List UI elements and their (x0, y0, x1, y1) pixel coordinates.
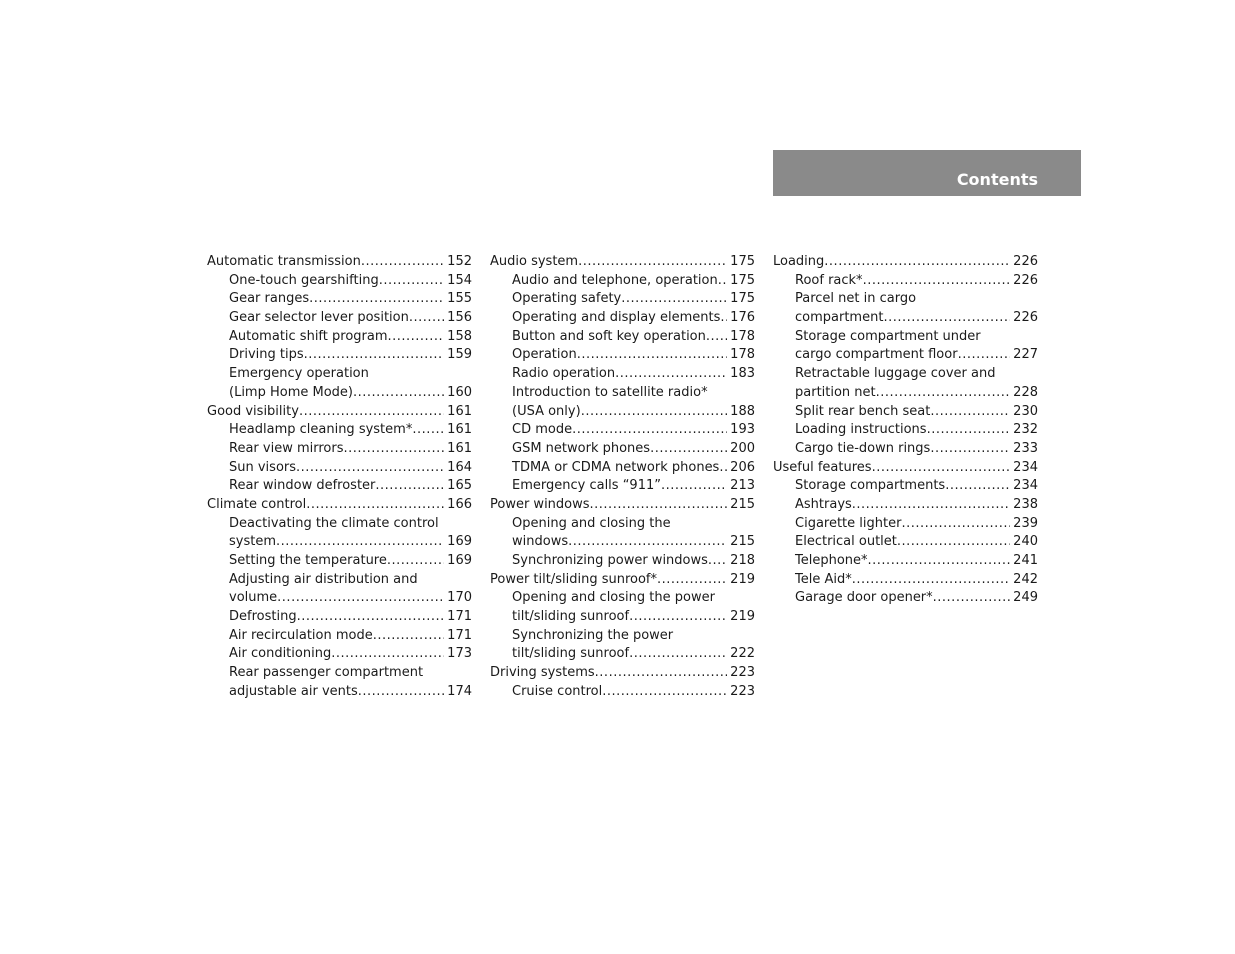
toc-entry-label: Opening and closing the power (512, 590, 715, 606)
toc-page-number: 155 (447, 291, 472, 307)
toc-entry[interactable] (490, 645, 755, 664)
toc-page-number: 228 (1013, 384, 1038, 400)
toc-entry-label: partition net (795, 384, 876, 400)
toc-entry-label: volume (229, 590, 278, 606)
toc-entry-label: Power windows (490, 496, 590, 512)
toc-entry-continued (773, 328, 1038, 347)
dot-leader (388, 328, 445, 347)
toc-page-number: 223 (730, 665, 755, 681)
toc-entry[interactable] (490, 403, 755, 422)
toc-entry-label: (USA only) (512, 403, 581, 419)
toc-entry[interactable] (773, 515, 1038, 534)
toc-entry[interactable] (773, 421, 1038, 440)
dot-leader (595, 664, 727, 683)
toc-page-number: 233 (1013, 440, 1038, 456)
toc-entry-label: Defrosting (229, 609, 297, 625)
toc-entry-label: Gear selector lever position (229, 310, 409, 326)
toc-entry-label: Split rear bench seat (795, 403, 931, 419)
toc-entry-label: Synchronizing power windows (512, 553, 708, 568)
toc-entry-label: Automatic transmission (207, 254, 361, 269)
dot-leader (897, 533, 1010, 552)
dot-leader (615, 365, 727, 384)
dot-leader (708, 552, 727, 571)
toc-entry[interactable] (490, 290, 755, 309)
toc-entry[interactable] (207, 608, 472, 627)
toc-entry[interactable] (207, 272, 472, 291)
dot-leader (568, 533, 727, 552)
toc-page-number: 240 (1013, 534, 1038, 550)
toc-page-number: 206 (730, 459, 755, 475)
toc-entry[interactable] (207, 496, 472, 515)
dot-leader (718, 272, 727, 291)
toc-entry[interactable] (773, 459, 1038, 478)
dot-leader (581, 403, 727, 422)
toc-entry-label: adjustable air vents (229, 683, 358, 699)
toc-entry-continued (490, 589, 755, 608)
toc-entry-label: Adjusting air distribution and (229, 571, 418, 587)
toc-entry[interactable] (490, 365, 755, 384)
dot-leader (373, 627, 444, 646)
toc-entry[interactable] (207, 459, 472, 478)
dot-leader (602, 683, 727, 702)
toc-entry[interactable] (207, 552, 472, 571)
toc-page-number: 160 (447, 384, 472, 400)
toc-entry-label: TDMA or CDMA network phones (512, 459, 720, 475)
toc-entry[interactable] (490, 459, 755, 478)
dot-leader (304, 346, 444, 365)
dot-leader (824, 253, 1010, 272)
section-header-bar (773, 150, 1081, 196)
toc-page-number: 223 (730, 683, 755, 699)
toc-entry-label: Garage door opener* (795, 590, 933, 606)
toc-entry-label: Operating and display elements (512, 310, 721, 326)
dot-leader (872, 459, 1010, 478)
toc-page-number: 161 (447, 403, 472, 419)
toc-entry[interactable] (490, 571, 755, 590)
toc-entry-label: Synchronizing the power (512, 627, 674, 643)
dot-leader (412, 421, 444, 440)
toc-entry-label: Useful features (773, 459, 872, 475)
toc-entry-label: Roof rack* (795, 272, 863, 288)
dot-leader (868, 552, 1010, 571)
dot-leader (577, 346, 727, 365)
toc-page-number: 219 (730, 571, 755, 587)
toc-entry-label: Climate control (207, 496, 307, 512)
toc-entry[interactable] (490, 272, 755, 291)
toc-entry[interactable] (773, 571, 1038, 590)
toc-entry-label: Deactivating the climate control (229, 515, 439, 531)
toc-entry[interactable] (773, 384, 1038, 403)
toc-entry-continued (207, 515, 472, 534)
toc-entry[interactable] (773, 589, 1038, 608)
dot-leader (276, 533, 444, 552)
toc-page-number: 227 (1013, 347, 1038, 363)
toc-page-number: 159 (447, 347, 472, 363)
toc-entry-label: Button and soft key operation (512, 328, 706, 344)
toc-page-number: 152 (447, 254, 472, 269)
toc-entry[interactable] (207, 589, 472, 608)
toc-entry-label: Driving tips (229, 347, 304, 363)
toc-entry-continued (207, 664, 472, 683)
toc-entry-label: Emergency operation (229, 366, 369, 382)
dot-leader (621, 290, 727, 309)
toc-entry[interactable] (490, 346, 755, 365)
toc-page-number: 249 (1013, 590, 1038, 606)
toc-entry[interactable] (773, 346, 1038, 365)
toc-entry-label: Ashtrays (795, 496, 852, 512)
toc-column-3 (773, 253, 1038, 608)
toc-page-number: 169 (447, 534, 472, 550)
section-title: Contents (956, 170, 1038, 189)
toc-entry-label: Opening and closing the (512, 515, 671, 531)
toc-entry-label: Operation (512, 347, 577, 363)
toc-column-2 (490, 253, 755, 702)
toc-entry-label: Parcel net in cargo (795, 291, 917, 307)
toc-page-number: 175 (730, 291, 755, 307)
toc-entry[interactable] (207, 403, 472, 422)
toc-entry-continued (773, 365, 1038, 384)
toc-page-number: 232 (1013, 422, 1038, 438)
toc-entry[interactable] (207, 328, 472, 347)
toc-entry[interactable] (207, 645, 472, 664)
toc-entry-label: Rear view mirrors (229, 440, 344, 456)
dot-leader (930, 440, 1010, 459)
toc-entry-label: system (229, 534, 276, 550)
toc-entry[interactable] (490, 421, 755, 440)
toc-page-number: 219 (730, 609, 755, 625)
toc-page-number: 242 (1013, 571, 1038, 587)
dot-leader (358, 683, 444, 702)
toc-page-number: 238 (1013, 496, 1038, 512)
dot-leader (387, 552, 444, 571)
toc-entry[interactable] (773, 533, 1038, 552)
toc-page-number: 178 (730, 328, 755, 344)
toc-entry-label: cargo compartment floor (795, 347, 958, 363)
toc-entry[interactable] (773, 253, 1038, 272)
toc-column-1 (207, 253, 472, 702)
toc-entry[interactable] (773, 403, 1038, 422)
dot-leader (379, 272, 444, 291)
toc-entry[interactable] (207, 683, 472, 702)
toc-entry[interactable] (207, 627, 472, 646)
toc-entry-label: Radio operation (512, 366, 616, 382)
toc-page-number: 154 (447, 272, 472, 288)
dot-leader (945, 477, 1010, 496)
toc-entry[interactable] (490, 533, 755, 552)
dot-leader (901, 515, 1010, 534)
dot-leader (578, 253, 727, 272)
toc-entry-label: Storage compartments (795, 478, 946, 494)
toc-entry[interactable] (207, 290, 472, 309)
dot-leader (343, 440, 444, 459)
toc-entry-label: CD mode (512, 422, 573, 438)
toc-page-number: 158 (447, 328, 472, 344)
dot-leader (277, 589, 444, 608)
dot-leader (299, 403, 444, 422)
toc-entry-label: Automatic shift program (229, 328, 388, 344)
toc-entry[interactable] (773, 552, 1038, 571)
toc-entry[interactable] (490, 664, 755, 683)
toc-page-number: 176 (730, 310, 755, 326)
dot-leader (650, 440, 727, 459)
toc-entry-label: Rear passenger compartment (229, 665, 424, 681)
toc-page-number: 175 (730, 254, 755, 269)
toc-entry-label: Loading (773, 254, 825, 269)
toc-entry-continued (207, 365, 472, 384)
toc-page-number: 166 (447, 496, 472, 512)
toc-entry-label: tilt/sliding sunroof (512, 646, 630, 662)
toc-entry-label: Good visibility (207, 403, 299, 419)
toc-page-number: 226 (1013, 272, 1038, 288)
dot-leader (331, 645, 444, 664)
toc-entry[interactable] (490, 477, 755, 496)
toc-entry[interactable] (773, 272, 1038, 291)
toc-page-number: 161 (447, 440, 472, 456)
toc-page-number: 226 (1013, 254, 1038, 269)
dot-leader (629, 645, 727, 664)
dot-leader (629, 608, 727, 627)
toc-page-number: 193 (730, 422, 755, 438)
toc-entry[interactable] (490, 552, 755, 571)
toc-entry-label: Audio and telephone, operation (512, 272, 718, 288)
toc-page-number: 173 (447, 646, 472, 662)
toc-entry[interactable] (490, 328, 755, 347)
toc-page-number: 178 (730, 347, 755, 363)
toc-entry-label: Driving systems (490, 665, 595, 681)
toc-entry-label: One-touch gearshifting (229, 272, 379, 288)
dot-leader (375, 477, 444, 496)
dot-leader (863, 272, 1010, 291)
toc-page-number: 188 (730, 403, 755, 419)
dot-leader (590, 496, 727, 515)
toc-page-number: 213 (730, 478, 755, 494)
toc-entry[interactable] (490, 608, 755, 627)
toc-page-number: 171 (447, 609, 472, 625)
toc-entry-label: Cigarette lighter (795, 515, 902, 531)
toc-entry-label: Air conditioning (229, 646, 332, 662)
toc-entry-label: Operating safety (512, 291, 622, 307)
toc-entry-continued (207, 571, 472, 590)
toc-entry-label: compartment (795, 310, 884, 326)
toc-page-number: 226 (1013, 310, 1038, 326)
toc-page-number: 230 (1013, 403, 1038, 419)
dot-leader (930, 403, 1010, 422)
toc-page-number: 239 (1013, 515, 1038, 531)
dot-leader (852, 496, 1010, 515)
toc-entry-continued (490, 515, 755, 534)
dot-leader (361, 253, 444, 272)
toc-entry[interactable] (490, 496, 755, 515)
dot-leader (933, 589, 1010, 608)
dot-leader (720, 309, 727, 328)
dot-leader (927, 421, 1010, 440)
toc-page-number: 164 (447, 459, 472, 475)
toc-entry-label: Emergency calls “911” (512, 478, 661, 494)
toc-page-number: 183 (730, 366, 755, 382)
dot-leader (706, 328, 727, 347)
toc-entry-label: Headlamp cleaning system* (229, 422, 413, 438)
toc-page-number: 215 (730, 496, 755, 512)
dot-leader (661, 477, 727, 496)
toc-entry[interactable] (207, 346, 472, 365)
toc-entry-label: Air recirculation mode (229, 627, 373, 643)
dot-leader (572, 421, 727, 440)
toc-page-number: 234 (1013, 459, 1038, 475)
toc-entry-label: tilt/sliding sunroof (512, 609, 630, 625)
toc-entry[interactable] (490, 440, 755, 459)
dot-leader (719, 459, 727, 478)
toc-entry[interactable] (773, 440, 1038, 459)
toc-page-number: 175 (730, 272, 755, 288)
toc-entry[interactable] (490, 253, 755, 272)
toc-page-number: 169 (447, 553, 472, 568)
toc-entry-label: Power tilt/sliding sunroof* (490, 571, 658, 587)
dot-leader (409, 309, 444, 328)
toc-page-number: 241 (1013, 553, 1038, 568)
toc-entry-label: Telephone* (795, 553, 868, 568)
toc-entry-label: Setting the temperature (229, 553, 387, 568)
toc-page-number: 161 (447, 422, 472, 438)
toc-entry-label: windows (512, 534, 569, 550)
toc-entry-label: Sun visors (229, 459, 297, 475)
toc-entry[interactable] (207, 253, 472, 272)
toc-entry-label: Retractable luggage cover and (795, 366, 996, 382)
toc-entry-label: Loading instructions (795, 422, 927, 438)
toc-entry[interactable] (490, 683, 755, 702)
toc-entry[interactable] (207, 440, 472, 459)
toc-page-number: 218 (730, 553, 755, 568)
toc-page-number: 170 (447, 590, 472, 606)
dot-leader (958, 346, 1010, 365)
dot-leader (306, 496, 444, 515)
toc-page-number: 174 (447, 683, 472, 699)
toc-entry-label: Gear ranges (229, 291, 310, 307)
dot-leader (309, 290, 444, 309)
toc-entry[interactable] (490, 309, 755, 328)
dot-leader (657, 571, 727, 590)
toc-entry[interactable] (207, 421, 472, 440)
toc-page-number: 200 (730, 440, 755, 456)
toc-entry-continued (490, 384, 755, 403)
toc-entry-label: Storage compartment under (795, 328, 981, 344)
toc-entry[interactable] (207, 477, 472, 496)
toc-entry-continued (490, 627, 755, 646)
toc-entry-label: GSM network phones (512, 440, 651, 456)
toc-page-number: 222 (730, 646, 755, 662)
toc-entry-continued (773, 290, 1038, 309)
toc-entry[interactable] (773, 309, 1038, 328)
dot-leader (852, 571, 1010, 590)
toc-entry-label: Audio system (490, 254, 579, 269)
toc-entry-label: Cargo tie-down rings (795, 440, 931, 456)
toc-entry-label: Introduction to satellite radio* (512, 384, 708, 400)
toc-page-number: 156 (447, 310, 472, 326)
toc-page-number: 234 (1013, 478, 1038, 494)
toc-entry[interactable] (207, 309, 472, 328)
toc-entry-label: Tele Aid* (795, 571, 852, 587)
dot-leader (353, 384, 444, 403)
toc-entry[interactable] (207, 384, 472, 403)
dot-leader (883, 309, 1010, 328)
dot-leader (876, 384, 1010, 403)
dot-leader (296, 459, 444, 478)
toc-entry[interactable] (773, 496, 1038, 515)
toc-entry[interactable] (207, 533, 472, 552)
toc-page-number: 171 (447, 627, 472, 643)
toc-entry-label: Rear window defroster (229, 478, 376, 494)
toc-entry-label: Electrical outlet (795, 534, 897, 550)
toc-entry-label: (Limp Home Mode) (229, 384, 353, 400)
toc-entry-label: Cruise control (512, 683, 603, 699)
toc-page-number: 215 (730, 534, 755, 550)
dot-leader (297, 608, 444, 627)
toc-entry[interactable] (773, 477, 1038, 496)
toc-page-number: 165 (447, 478, 472, 494)
